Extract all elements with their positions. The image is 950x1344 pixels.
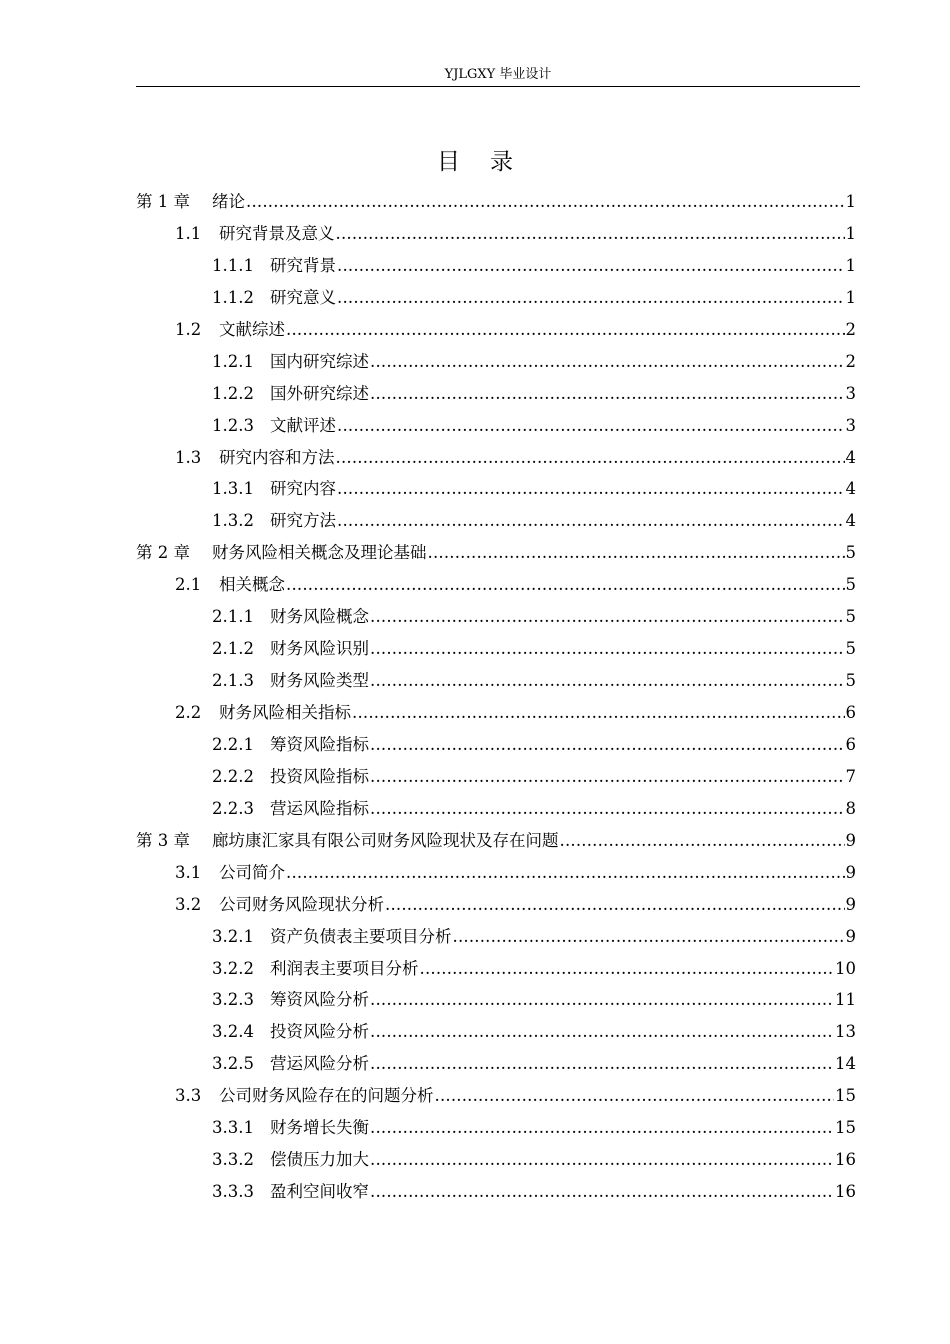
- toc-dot-leader: [246, 186, 845, 218]
- toc-entry-page: 4: [845, 479, 856, 499]
- toc-entry-title: 筹资风险指标: [270, 734, 369, 754]
- toc-entry[interactable]: [136, 1144, 856, 1176]
- toc-entry-page: 9: [845, 862, 856, 882]
- toc-entry-page: 4: [845, 447, 856, 467]
- toc-entry-page: 9: [845, 894, 856, 914]
- toc-entry-page: 8: [845, 798, 856, 818]
- toc-dot-leader: [336, 442, 845, 474]
- toc-entry[interactable]: [136, 1176, 856, 1208]
- toc-entry-title: 筹资风险分析: [270, 990, 369, 1010]
- toc-entry[interactable]: [136, 1080, 856, 1112]
- toc-dot-leader: [336, 218, 845, 250]
- toc-dot-leader: [337, 505, 845, 537]
- toc-entry[interactable]: [136, 665, 856, 697]
- toc-entry[interactable]: [136, 953, 856, 985]
- toc-entry-number: 第 2 章: [136, 543, 190, 563]
- toc-entry[interactable]: [136, 633, 856, 665]
- toc-entry[interactable]: [136, 218, 856, 250]
- toc-entry-title: 研究意义: [270, 287, 336, 307]
- page-header: YJLGXY 毕业设计: [444, 67, 552, 82]
- toc-entry[interactable]: [136, 282, 856, 314]
- toc-entry-page: 6: [845, 734, 856, 754]
- toc-entry[interactable]: [136, 346, 856, 378]
- toc-entry[interactable]: [136, 601, 856, 633]
- toc-dot-leader: [370, 601, 845, 633]
- toc-entry-page: 13: [835, 1022, 856, 1042]
- toc-entry[interactable]: [136, 697, 856, 729]
- toc-entry[interactable]: [136, 1016, 856, 1048]
- toc-entry[interactable]: [136, 314, 856, 346]
- toc-entry-title: 财务增长失衡: [270, 1118, 369, 1138]
- toc-entry-page: 1: [845, 223, 856, 243]
- toc-entry-page: 1: [845, 287, 856, 307]
- toc-entry-title: 国外研究综述: [270, 383, 369, 403]
- toc-title: 目录: [437, 149, 543, 175]
- toc-entry-number: 1.3.2: [212, 511, 254, 531]
- toc-entry-page: 2: [845, 351, 856, 371]
- toc-entry-page: 1: [845, 192, 856, 211]
- toc-entry-title: 研究内容: [270, 479, 336, 499]
- toc-entry-number: 2.1: [175, 575, 202, 595]
- toc-entry-page: 6: [845, 703, 856, 722]
- toc-entry-page: 9: [845, 830, 856, 850]
- toc-entry[interactable]: [136, 984, 856, 1016]
- toc-entry-title: 投资风险指标: [270, 766, 369, 786]
- toc-dot-leader: [370, 729, 845, 761]
- toc-entry-number: 1.3.1: [212, 479, 254, 499]
- toc-entry-title: 绪论: [212, 192, 245, 211]
- toc-entry-number: 1.2.2: [212, 383, 254, 403]
- toc-dot-leader: [337, 282, 845, 314]
- toc-entry-number: 1.1.2: [212, 287, 254, 307]
- toc-entry-page: 11: [835, 990, 856, 1010]
- toc-dot-leader: [286, 314, 845, 346]
- table-of-contents: [136, 186, 856, 1208]
- toc-entry-number: 1.2.3: [212, 415, 254, 435]
- toc-entry-page: 10: [835, 958, 856, 978]
- toc-entry-page: 4: [845, 511, 856, 531]
- toc-entry-title: 利润表主要项目分析: [270, 958, 419, 978]
- toc-entry[interactable]: [136, 505, 856, 537]
- toc-entry-number: 2.2: [175, 703, 202, 722]
- toc-dot-leader: [370, 984, 834, 1016]
- toc-entry[interactable]: [136, 473, 856, 505]
- toc-entry-title: 财务风险类型: [270, 671, 369, 691]
- toc-entry-page: 15: [835, 1086, 856, 1106]
- toc-entry-title: 财务风险识别: [270, 639, 369, 659]
- toc-entry[interactable]: [136, 761, 856, 793]
- toc-entry-title: 文献评述: [270, 415, 336, 435]
- toc-entry-number: 3.3.3: [212, 1182, 254, 1202]
- toc-entry-number: 3.3.1: [212, 1118, 254, 1138]
- toc-entry-number: 3.3: [175, 1086, 202, 1106]
- toc-entry-title: 财务风险相关指标: [219, 703, 351, 722]
- toc-dot-leader: [370, 378, 845, 410]
- toc-entry[interactable]: [136, 442, 856, 474]
- toc-entry-title: 研究内容和方法: [219, 447, 335, 467]
- toc-entry-number: 1.3: [175, 447, 202, 467]
- toc-entry-page: 3: [845, 383, 856, 403]
- toc-entry-page: 5: [845, 671, 856, 691]
- toc-entry-title: 公司财务风险现状分析: [219, 894, 384, 914]
- toc-dot-leader: [435, 1080, 835, 1112]
- toc-entry-page: 5: [845, 607, 856, 627]
- toc-entry-title: 研究方法: [270, 511, 336, 531]
- toc-entry-number: 2.2.3: [212, 798, 254, 818]
- toc-entry-number: 3.2.3: [212, 990, 254, 1010]
- toc-entry-title: 研究背景: [270, 255, 336, 275]
- toc-entry-title: 盈利空间收窄: [270, 1182, 369, 1202]
- toc-entry[interactable]: [136, 825, 856, 857]
- toc-entry[interactable]: [136, 857, 856, 889]
- toc-entry-number: 3.2.2: [212, 958, 254, 978]
- toc-dot-leader: [337, 473, 845, 505]
- toc-entry-number: 1.2: [175, 319, 202, 339]
- toc-entry-number: 2.1.1: [212, 607, 254, 627]
- toc-entry[interactable]: [136, 410, 856, 442]
- toc-entry[interactable]: [136, 537, 856, 569]
- toc-entry-page: 5: [845, 639, 856, 659]
- toc-entry-number: 3.3.2: [212, 1150, 254, 1170]
- toc-entry-page: 15: [835, 1118, 856, 1138]
- toc-entry[interactable]: [136, 378, 856, 410]
- toc-entry[interactable]: [136, 186, 856, 218]
- toc-entry-number: 2.2.1: [212, 734, 254, 754]
- toc-entry[interactable]: [136, 889, 856, 921]
- toc-entry-number: 3.1: [175, 862, 202, 882]
- toc-dot-leader: [560, 825, 845, 857]
- toc-entry-title: 营运风险指标: [270, 798, 369, 818]
- toc-dot-leader: [352, 697, 845, 729]
- toc-entry-page: 7: [845, 766, 856, 786]
- toc-dot-leader: [286, 569, 845, 601]
- toc-entry-number: 3.2.5: [212, 1054, 254, 1074]
- toc-dot-leader: [420, 953, 835, 985]
- toc-entry[interactable]: [136, 793, 856, 825]
- toc-entry-page: 1: [845, 255, 856, 275]
- toc-entry-number: 2.1.2: [212, 639, 254, 659]
- toc-dot-leader: [370, 665, 845, 697]
- toc-entry-number: 第 1 章: [136, 192, 190, 211]
- toc-dot-leader: [370, 1112, 834, 1144]
- toc-entry-page: 14: [835, 1054, 856, 1074]
- toc-entry-number: 1.1.1: [212, 255, 254, 275]
- toc-entry[interactable]: [136, 921, 856, 953]
- toc-entry-title: 财务风险相关概念及理论基础: [212, 543, 427, 563]
- toc-dot-leader: [337, 410, 845, 442]
- toc-entry-page: 5: [845, 575, 856, 595]
- toc-entry-number: 3.2.4: [212, 1022, 254, 1042]
- toc-entry-number: 3.2.1: [212, 926, 254, 946]
- toc-dot-leader: [385, 889, 845, 921]
- toc-entry-number: 3.2: [175, 894, 202, 914]
- toc-entry-title: 公司简介: [219, 862, 285, 882]
- toc-entry-page: 3: [845, 415, 856, 435]
- toc-entry-title: 文献综述: [219, 319, 285, 339]
- toc-entry-title: 公司财务风险存在的问题分析: [219, 1086, 434, 1106]
- toc-dot-leader: [370, 761, 845, 793]
- toc-entry-title: 财务风险概念: [270, 607, 369, 627]
- toc-entry-page: 9: [845, 926, 856, 946]
- toc-entry[interactable]: [136, 1048, 856, 1080]
- toc-entry-page: 2: [845, 319, 856, 339]
- toc-entry-title: 相关概念: [219, 575, 285, 595]
- toc-entry-title: 偿债压力加大: [270, 1150, 369, 1170]
- toc-dot-leader: [370, 1048, 834, 1080]
- toc-entry-title: 投资风险分析: [270, 1022, 369, 1042]
- toc-dot-leader: [370, 346, 845, 378]
- toc-dot-leader: [370, 633, 845, 665]
- toc-dot-leader: [370, 1016, 834, 1048]
- toc-entry[interactable]: [136, 250, 856, 282]
- toc-entry-title: 国内研究综述: [270, 351, 369, 371]
- toc-entry-title: 廊坊康汇家具有限公司财务风险现状及存在问题: [212, 830, 559, 850]
- toc-entry-page: 5: [845, 543, 856, 563]
- toc-entry-page: 16: [835, 1182, 856, 1202]
- toc-entry-number: 2.1.3: [212, 671, 254, 691]
- toc-entry[interactable]: [136, 569, 856, 601]
- toc-entry-number: 1.2.1: [212, 351, 254, 371]
- toc-dot-leader: [428, 537, 845, 569]
- toc-dot-leader: [370, 1176, 834, 1208]
- toc-entry-title: 营运风险分析: [270, 1054, 369, 1074]
- toc-entry-number: 2.2.2: [212, 766, 254, 786]
- toc-entry-title: 研究背景及意义: [219, 223, 335, 243]
- toc-dot-leader: [453, 921, 845, 953]
- toc-entry-number: 1.1: [175, 223, 202, 243]
- header-divider: [136, 86, 860, 87]
- toc-dot-leader: [337, 250, 845, 282]
- toc-entry-page: 16: [835, 1150, 856, 1170]
- toc-dot-leader: [370, 793, 845, 825]
- toc-dot-leader: [286, 857, 845, 889]
- toc-entry[interactable]: [136, 729, 856, 761]
- toc-entry-title: 资产负债表主要项目分析: [270, 926, 452, 946]
- toc-entry[interactable]: [136, 1112, 856, 1144]
- toc-dot-leader: [370, 1144, 834, 1176]
- toc-entry-number: 第 3 章: [136, 830, 190, 850]
